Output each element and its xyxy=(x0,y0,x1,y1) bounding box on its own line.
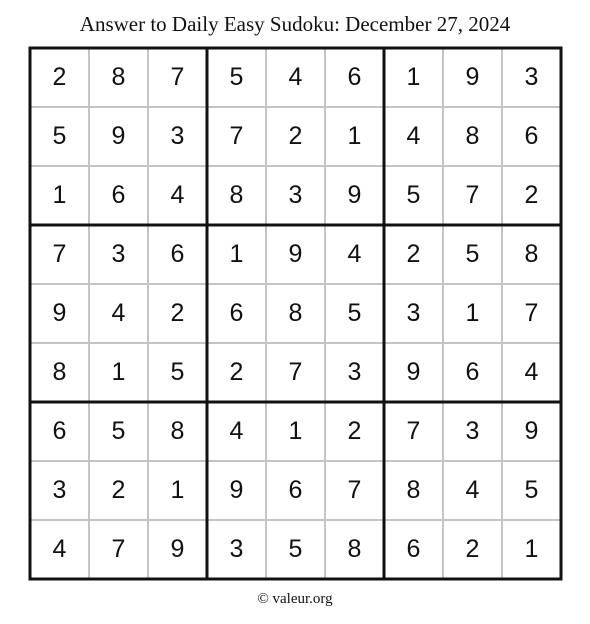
sudoku-cell: 4 xyxy=(229,417,244,445)
sudoku-cell: 8 xyxy=(229,181,244,209)
sudoku-cell: 3 xyxy=(288,181,303,209)
sudoku-cell: 3 xyxy=(111,240,126,268)
sudoku-cell: 7 xyxy=(111,535,126,563)
sudoku-cell: 3 xyxy=(347,358,362,386)
sudoku-cell: 9 xyxy=(229,476,244,504)
sudoku-cell: 5 xyxy=(229,63,244,91)
sudoku-cell: 7 xyxy=(347,476,362,504)
sudoku-cell: 4 xyxy=(52,535,67,563)
sudoku-cell: 2 xyxy=(170,299,185,327)
sudoku-cell: 7 xyxy=(229,122,244,150)
sudoku-cell: 4 xyxy=(170,181,185,209)
sudoku-cell: 5 xyxy=(347,299,362,327)
sudoku-cell: 4 xyxy=(347,240,362,268)
sudoku-cell: 6 xyxy=(111,181,126,209)
sudoku-cell: 9 xyxy=(52,299,67,327)
sudoku-cell: 5 xyxy=(288,535,303,563)
sudoku-cell: 8 xyxy=(406,476,421,504)
sudoku-cell: 3 xyxy=(170,122,185,150)
sudoku-cell: 2 xyxy=(524,181,539,209)
sudoku-cell: 6 xyxy=(465,358,480,386)
sudoku-cell: 6 xyxy=(347,63,362,91)
sudoku-cell: 2 xyxy=(406,240,421,268)
sudoku-cell: 6 xyxy=(229,299,244,327)
sudoku-cell: 1 xyxy=(229,240,244,268)
sudoku-cell: 7 xyxy=(170,63,185,91)
sudoku-cell: 1 xyxy=(111,358,126,386)
sudoku-cell: 3 xyxy=(52,476,67,504)
sudoku-cell: 1 xyxy=(524,535,539,563)
sudoku-cell: 9 xyxy=(347,181,362,209)
sudoku-cell: 4 xyxy=(406,122,421,150)
sudoku-cell: 5 xyxy=(465,240,480,268)
sudoku-cell: 1 xyxy=(465,299,480,327)
sudoku-cell: 6 xyxy=(524,122,539,150)
sudoku-cell: 8 xyxy=(347,535,362,563)
sudoku-cell: 2 xyxy=(347,417,362,445)
sudoku-cell: 7 xyxy=(524,299,539,327)
sudoku-cell: 1 xyxy=(347,122,362,150)
sudoku-cell: 2 xyxy=(465,535,480,563)
sudoku-cell: 8 xyxy=(465,122,480,150)
sudoku-cell: 5 xyxy=(111,417,126,445)
sudoku-cell: 7 xyxy=(52,240,67,268)
sudoku-cell: 3 xyxy=(465,417,480,445)
sudoku-cells xyxy=(30,48,561,579)
sudoku-cell: 9 xyxy=(406,358,421,386)
sudoku-cell: 4 xyxy=(524,358,539,386)
sudoku-cell: 2 xyxy=(52,63,67,91)
sudoku-cell: 2 xyxy=(288,122,303,150)
sudoku-cell: 1 xyxy=(288,417,303,445)
sudoku-cell: 9 xyxy=(111,122,126,150)
sudoku-cell: 2 xyxy=(111,476,126,504)
sudoku-cell: 9 xyxy=(288,240,303,268)
sudoku-cell: 8 xyxy=(288,299,303,327)
sudoku-cell: 4 xyxy=(465,476,480,504)
sudoku-cell: 6 xyxy=(52,417,67,445)
sudoku-cell: 2 xyxy=(229,358,244,386)
sudoku-cell: 6 xyxy=(170,240,185,268)
sudoku-cell: 7 xyxy=(288,358,303,386)
copyright-footer: © valeur.org xyxy=(257,591,333,607)
sudoku-cell: 3 xyxy=(229,535,244,563)
sudoku-cell: 8 xyxy=(524,240,539,268)
sudoku-cell: 5 xyxy=(406,181,421,209)
sudoku-cell: 4 xyxy=(111,299,126,327)
sudoku-cell: 5 xyxy=(52,122,67,150)
sudoku-cell: 1 xyxy=(52,181,67,209)
sudoku-cell: 9 xyxy=(170,535,185,563)
sudoku-cell: 8 xyxy=(170,417,185,445)
sudoku-cell: 6 xyxy=(288,476,303,504)
sudoku-cell: 7 xyxy=(465,181,480,209)
sudoku-cell: 3 xyxy=(406,299,421,327)
sudoku-cell: 5 xyxy=(170,358,185,386)
sudoku-cell: 8 xyxy=(111,63,126,91)
sudoku-cell: 8 xyxy=(52,358,67,386)
sudoku-cell: 7 xyxy=(406,417,421,445)
sudoku-cell: 6 xyxy=(406,535,421,563)
puzzle-title: Answer to Daily Easy Sudoku: December 27, 2024 xyxy=(79,12,511,36)
sudoku-cell: 5 xyxy=(524,476,539,504)
sudoku-board xyxy=(30,48,561,579)
sudoku-cell: 3 xyxy=(524,63,539,91)
sudoku-cell: 4 xyxy=(288,63,303,91)
sudoku-cell: 1 xyxy=(170,476,185,504)
sudoku-cell: 1 xyxy=(406,63,421,91)
sudoku-cell: 9 xyxy=(465,63,480,91)
sudoku-cell: 9 xyxy=(524,417,539,445)
